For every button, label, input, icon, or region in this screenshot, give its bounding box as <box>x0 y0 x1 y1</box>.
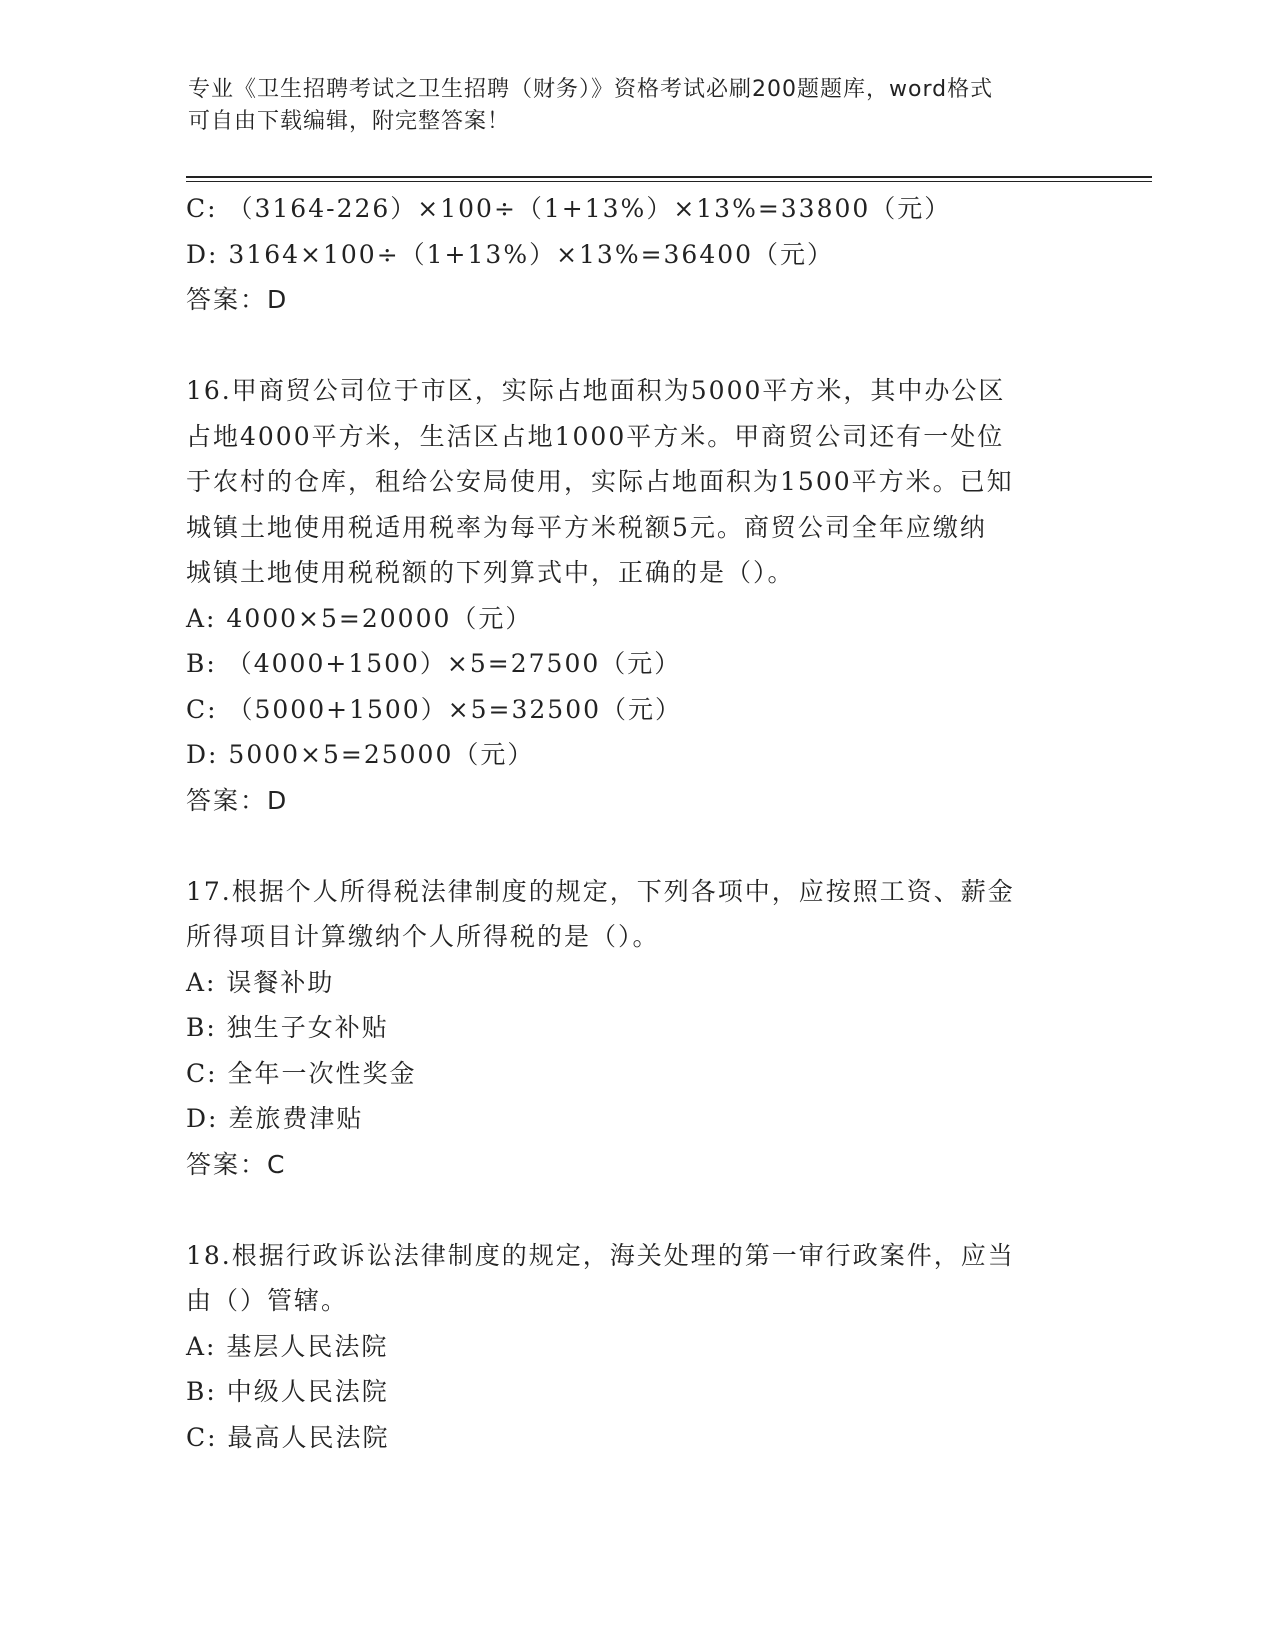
spacer <box>186 823 1086 869</box>
question-text-line: 城镇土地使用税适用税率为每平方米税额5元。商贸公司全年应缴纳 <box>186 512 987 542</box>
option-a: A: 误餐补助 <box>186 967 335 997</box>
option-c: C: 全年一次性奖金 <box>186 1058 417 1088</box>
spacer <box>186 323 1086 369</box>
header-line-2: 可自由下载编辑，附完整答案！ <box>188 109 511 134</box>
header-divider-thick <box>186 176 1152 178</box>
option-b: B: 独生子女补贴 <box>186 1013 389 1042</box>
option-c: C: （5000+1500）×5=32500（元） <box>186 694 683 724</box>
question-16 <box>186 368 1086 823</box>
question-text-line: 16.甲商贸公司位于市区，实际占地面积为5000平方米，其中办公区 <box>186 376 1006 405</box>
option-a: A: 基层人民法院 <box>186 1331 389 1361</box>
option-d: D: 差旅费津贴 <box>186 1104 364 1133</box>
option-a: A: 4000×5=20000（元） <box>186 603 533 633</box>
question-17 <box>186 869 1086 1188</box>
option-d: D: 5000×5=25000（元） <box>186 740 535 769</box>
option-d: D: 3164×100÷（1+13%）×13%=36400（元） <box>186 239 835 269</box>
spacer <box>186 1187 1086 1233</box>
question-text-line: 由（）管辖。 <box>186 1286 349 1315</box>
option-b: B: （4000+1500）×5=27500（元） <box>186 649 682 678</box>
question-text-line: 18.根据行政诉讼法律制度的规定，海关处理的第一审行政案件，应当 <box>186 1240 1015 1270</box>
question-text-line: 17.根据个人所得税法律制度的规定，下列各项中，应按照工资、薪金 <box>186 876 1015 906</box>
option-b: B: 中级人民法院 <box>186 1377 389 1406</box>
question-text-line: 于农村的仓库，租给公安局使用，实际占地面积为1500平方米。已知 <box>186 467 1014 496</box>
carryover-question <box>186 186 1086 323</box>
document-header <box>188 74 1088 138</box>
header-line-1: 专业《卫生招聘考试之卫生招聘（财务）》资格考试必刷200题题库，word格式 <box>188 77 994 102</box>
document-body <box>186 186 1086 1460</box>
question-text-line: 占地4000平方米，生活区占地1000平方米。甲商贸公司还有一处位 <box>186 421 1005 451</box>
question-18 <box>186 1233 1086 1461</box>
question-text-line: 所得项目计算缴纳个人所得税的是（）。 <box>186 922 660 951</box>
option-c: C: 最高人民法院 <box>186 1422 390 1452</box>
header-divider-thin <box>186 181 1152 182</box>
answer-line: 答案：C <box>186 1149 287 1179</box>
answer-line: 答案：D <box>186 285 289 314</box>
question-text-line: 城镇土地使用税税额的下列算式中，正确的是（）。 <box>186 558 795 587</box>
option-c: C: （3164-226）×100÷（1+13%）×13%=33800（元） <box>186 194 952 223</box>
answer-line: 答案：D <box>186 785 289 815</box>
